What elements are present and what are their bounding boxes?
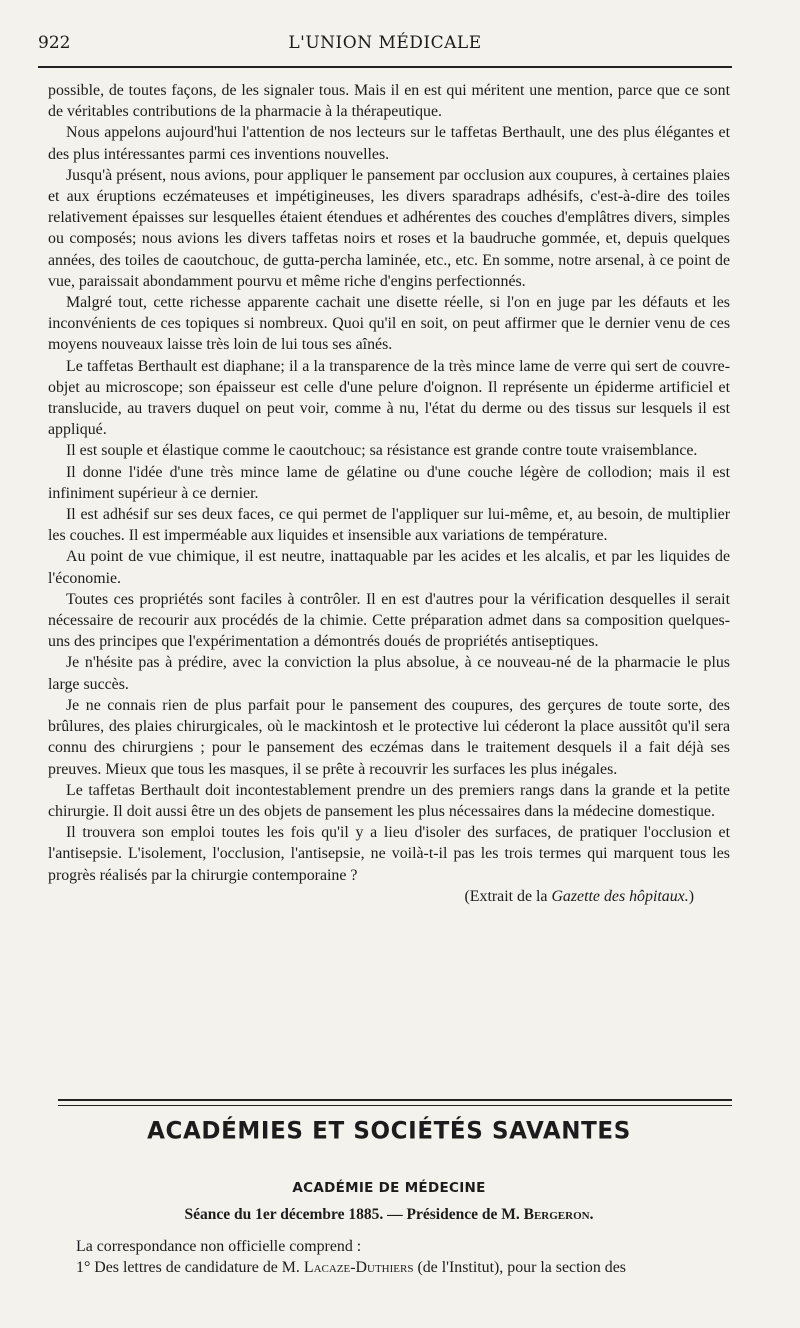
paragraph: Il donne l'idée d'une très mince lame de gélatine ou d'une couche légère de collodion; mais il est infiniment supérieur à ce dernier. [48, 463, 730, 502]
section-subtitle: ACADÉMIE DE MÉDECINE [292, 1180, 486, 1196]
source-suffix: ) [688, 887, 694, 905]
session-prefix: Séance du 1er décembre 1885. — Présidence de M. [184, 1206, 524, 1223]
paragraph: Nous appelons aujourd'hui l'attention de nos lecteurs sur le taffetas Berthault, une des plus élégantes et des plus intéressantes parmi ces inventions nouvelles. [48, 124, 730, 163]
item-prefix: 1° Des lettres de candidature de M. [76, 1259, 304, 1277]
paragraph: Il est adhésif sur ses deux faces, ce qui permet de l'appliquer sur lui-même, et, au besoin, de multiplier les couches. Il est imperméable aux liquides et insensible aux variations de température. [48, 506, 730, 545]
header-rule [38, 66, 732, 68]
item-suffix: (de l'Institut), pour la section des [413, 1259, 626, 1277]
source-prefix: (Extrait de la [464, 887, 552, 905]
paragraph: Il est souple et élastique comme le caoutchouc; sa résistance est grande contre toute vraisemblance. [66, 442, 698, 460]
paragraph: Jusqu'à présent, nous avions, pour appliquer le pansement par occlusion aux coupures, à certaines plaies et aux éruptions eczémateuses et impétigineuses, les divers sparadraps adhésifs, c'est-à-dire des toiles relativement épaisses sur lesquelles étaient étendues et adhérentes des couches d'emplâtres divers, simples ou composés; nous avions les divers taffetas noirs et roses et la baudruche gommée, et, depuis quelques années, des toiles de caoutchouc, de gutta-percha laminée, etc., etc. En somme, notre arsenal, à ce point de vue, paraissait abondamment pourvu et même riche d'engins perfectionnés. [48, 166, 730, 290]
paragraph: possible, de toutes façons, de les signaler tous. Mais il en est qui méritent une mention, parce que ce sont de véritables contributions de la pharmacie à la thérapeutique. [48, 82, 730, 121]
paragraph: Je ne connais rien de plus parfait pour le pansement des coupures, des gerçures de toute sorte, des brûlures, des plaies chirurgicales, où le mackintosh et le protective lui céderont la place aussitôt qu'il sera connu des chirurgiens ; pour le pansement des eczémas dans le traitement desquels il a fait déjà ses preuves. Mieux que tous les masques, il se prête à recouvrir les surfaces les plus inégales. [48, 696, 730, 778]
source-journal: Gazette des hôpitaux. [551, 887, 689, 905]
paragraph: Le taffetas Berthault est diaphane; il a la transparence de la très mince lame de verre qui sert de couvre-objet au microscope; son épaisseur est celle d'une pelure d'oignon. Il représente un épiderme artificiel et translucide, au travers duquel on peut voir, comme à nu, l'état du derme ou des tissus sur lesquels il est appliqué. [48, 357, 730, 439]
page-number: 922 [38, 33, 71, 53]
page-header [38, 33, 732, 59]
session-president: Bergeron [523, 1206, 590, 1223]
running-title: L'UNION MÉDICALE [288, 33, 482, 53]
session-suffix: . [589, 1206, 594, 1223]
source-citation [48, 886, 730, 907]
correspondence [48, 1236, 730, 1278]
paragraph: Toutes ces propriétés sont faciles à contrôler. Il en est d'autres pour la vérification desquelles il serait nécessaire de recourir aux procédés de la chimie. Cette préparation admet dans sa composition quelques-uns des principes que l'expérimentation a démontrés doués de propriétés antiseptiques. [48, 590, 730, 651]
candidate-name: Lacaze-Duthiers [303, 1259, 414, 1277]
article-body [48, 80, 730, 907]
paragraph: Malgré tout, cette richesse apparente cachait une disette réelle, si l'on en juge par les défauts et les inconvénients de ces topiques si nombreux. Quoi qu'il en soit, on peut affirmer que le dernier venu de ces moyens nouveaux laisse très loin de lui tous ses aînés. [48, 294, 730, 354]
correspondence-item [48, 1257, 730, 1278]
session-line [48, 1206, 730, 1224]
paragraph: Je n'hésite pas à prédire, avec la conviction la plus absolue, à ce nouveau-né de la pharmacie le plus large succès. [48, 654, 730, 693]
paragraph: Au point de vue chimique, il est neutre, inattaquable par les acides et les alcalis, et par les liquides de l'économie. [48, 548, 730, 587]
correspondence-intro: La correspondance non officielle comprend : [76, 1238, 362, 1255]
section-divider [58, 1099, 732, 1106]
paragraph: Le taffetas Berthault doit incontestablement prendre un des premiers rangs dans la grande et la petite chirurgie. Il doit aussi être un des objets de pansement les plus nécessaires dans la médecine domestique. [48, 781, 730, 820]
section-title: ACADÉMIES ET SOCIÉTÉS SAVANTES [147, 1117, 631, 1145]
paragraph: Il trouvera son emploi toutes les fois qu'il y a lieu d'isoler des surfaces, de pratiquer l'occlusion et l'antisepsie. L'isolement, l'occlusion, l'antisepsie, ne voilà-t-il pas les trois termes qui marquent tous les progrès réalisés par la chirurgie contemporaine ? [48, 824, 730, 884]
